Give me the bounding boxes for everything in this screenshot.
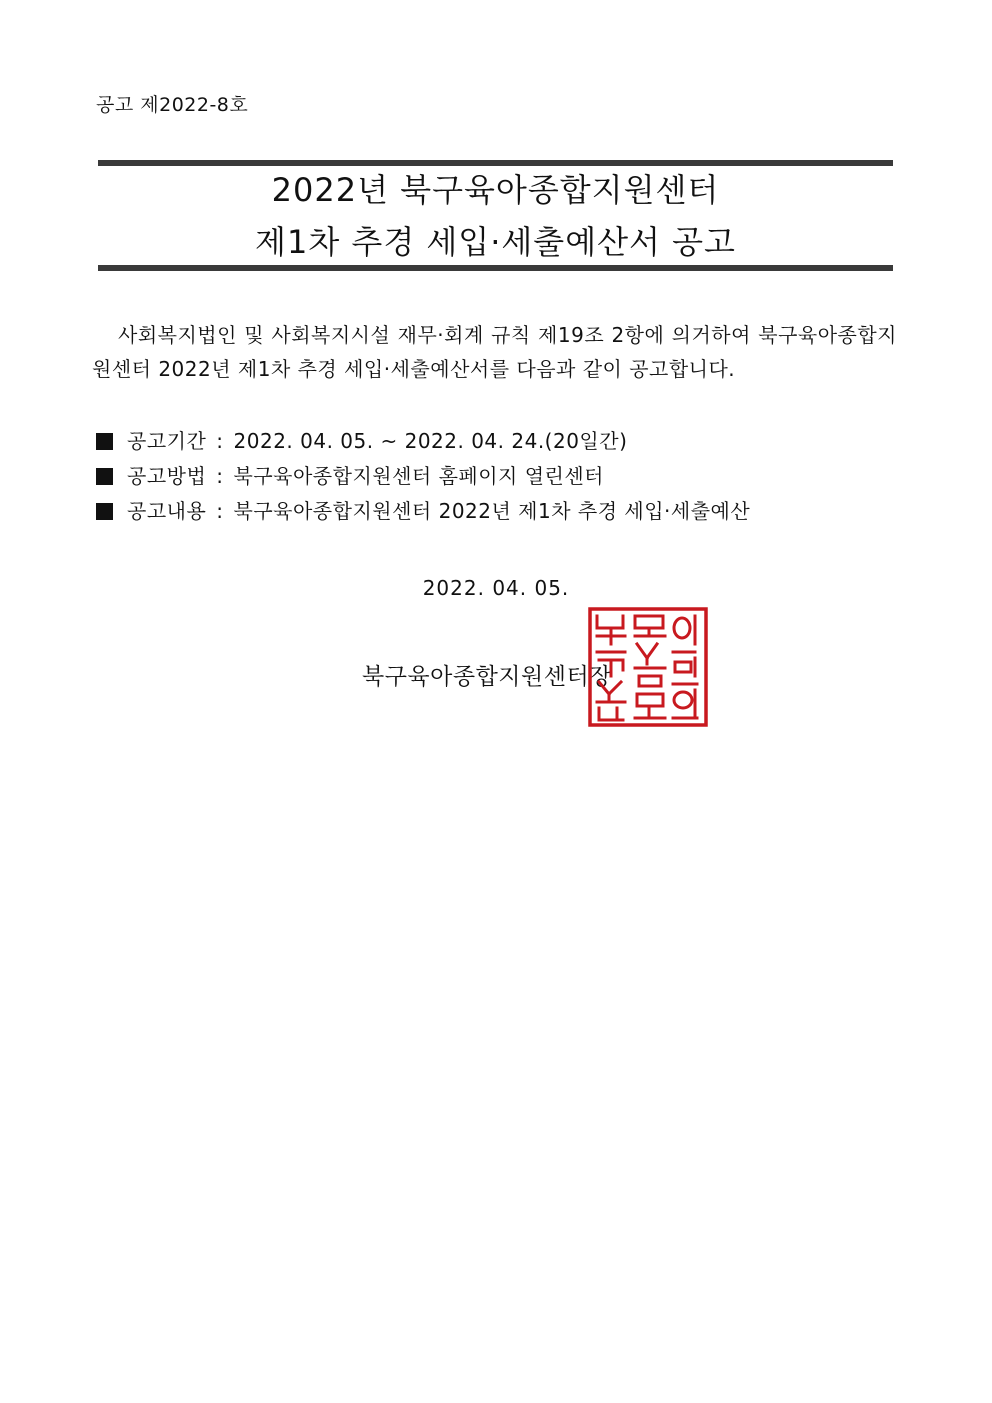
signer-name: 북구육아종합지원센터장	[362, 664, 612, 690]
item-separator: :	[216, 464, 224, 488]
title-line-1: 2022년 북구육아종합지원센터	[271, 171, 720, 209]
square-bullet-icon	[96, 433, 113, 450]
notice-item-content	[96, 494, 896, 529]
item-separator: :	[216, 499, 224, 523]
item-label: 공고내용	[127, 499, 207, 523]
notice-item-method	[96, 459, 896, 494]
item-value: 북구육아종합지원센터 홈페이지 열린센터	[233, 464, 605, 488]
notice-number: 공고 제2022-8호	[96, 94, 249, 116]
item-value: 북구육아종합지원센터 2022년 제1차 추경 세입·세출예산	[233, 499, 751, 523]
item-label: 공고방법	[127, 464, 207, 488]
item-label: 공고기간	[127, 429, 207, 453]
item-separator: :	[216, 429, 224, 453]
title-top-rule	[98, 160, 893, 166]
square-bullet-icon	[96, 468, 113, 485]
item-value: 2022. 04. 05. ~ 2022. 04. 24.(20일간)	[233, 429, 628, 453]
notice-item-period	[96, 424, 896, 459]
square-bullet-icon	[96, 503, 113, 520]
title-bottom-rule	[98, 265, 893, 271]
notice-items	[96, 424, 896, 529]
title-line-2: 제1차 추경 세입·세출예산서 공고	[255, 223, 736, 261]
notice-body-paragraph: 사회복지법인 및 사회복지시설 재무·회계 규칙 제19조 2항에 의거하여 북구육아종합지원센터 2022년 제1차 추경 세입·세출예산서를 다음과 같이 공고합니다.	[92, 323, 897, 381]
notice-date: 2022. 04. 05.	[422, 576, 570, 600]
notice-body	[92, 318, 897, 386]
official-seal-stamp	[587, 606, 709, 728]
